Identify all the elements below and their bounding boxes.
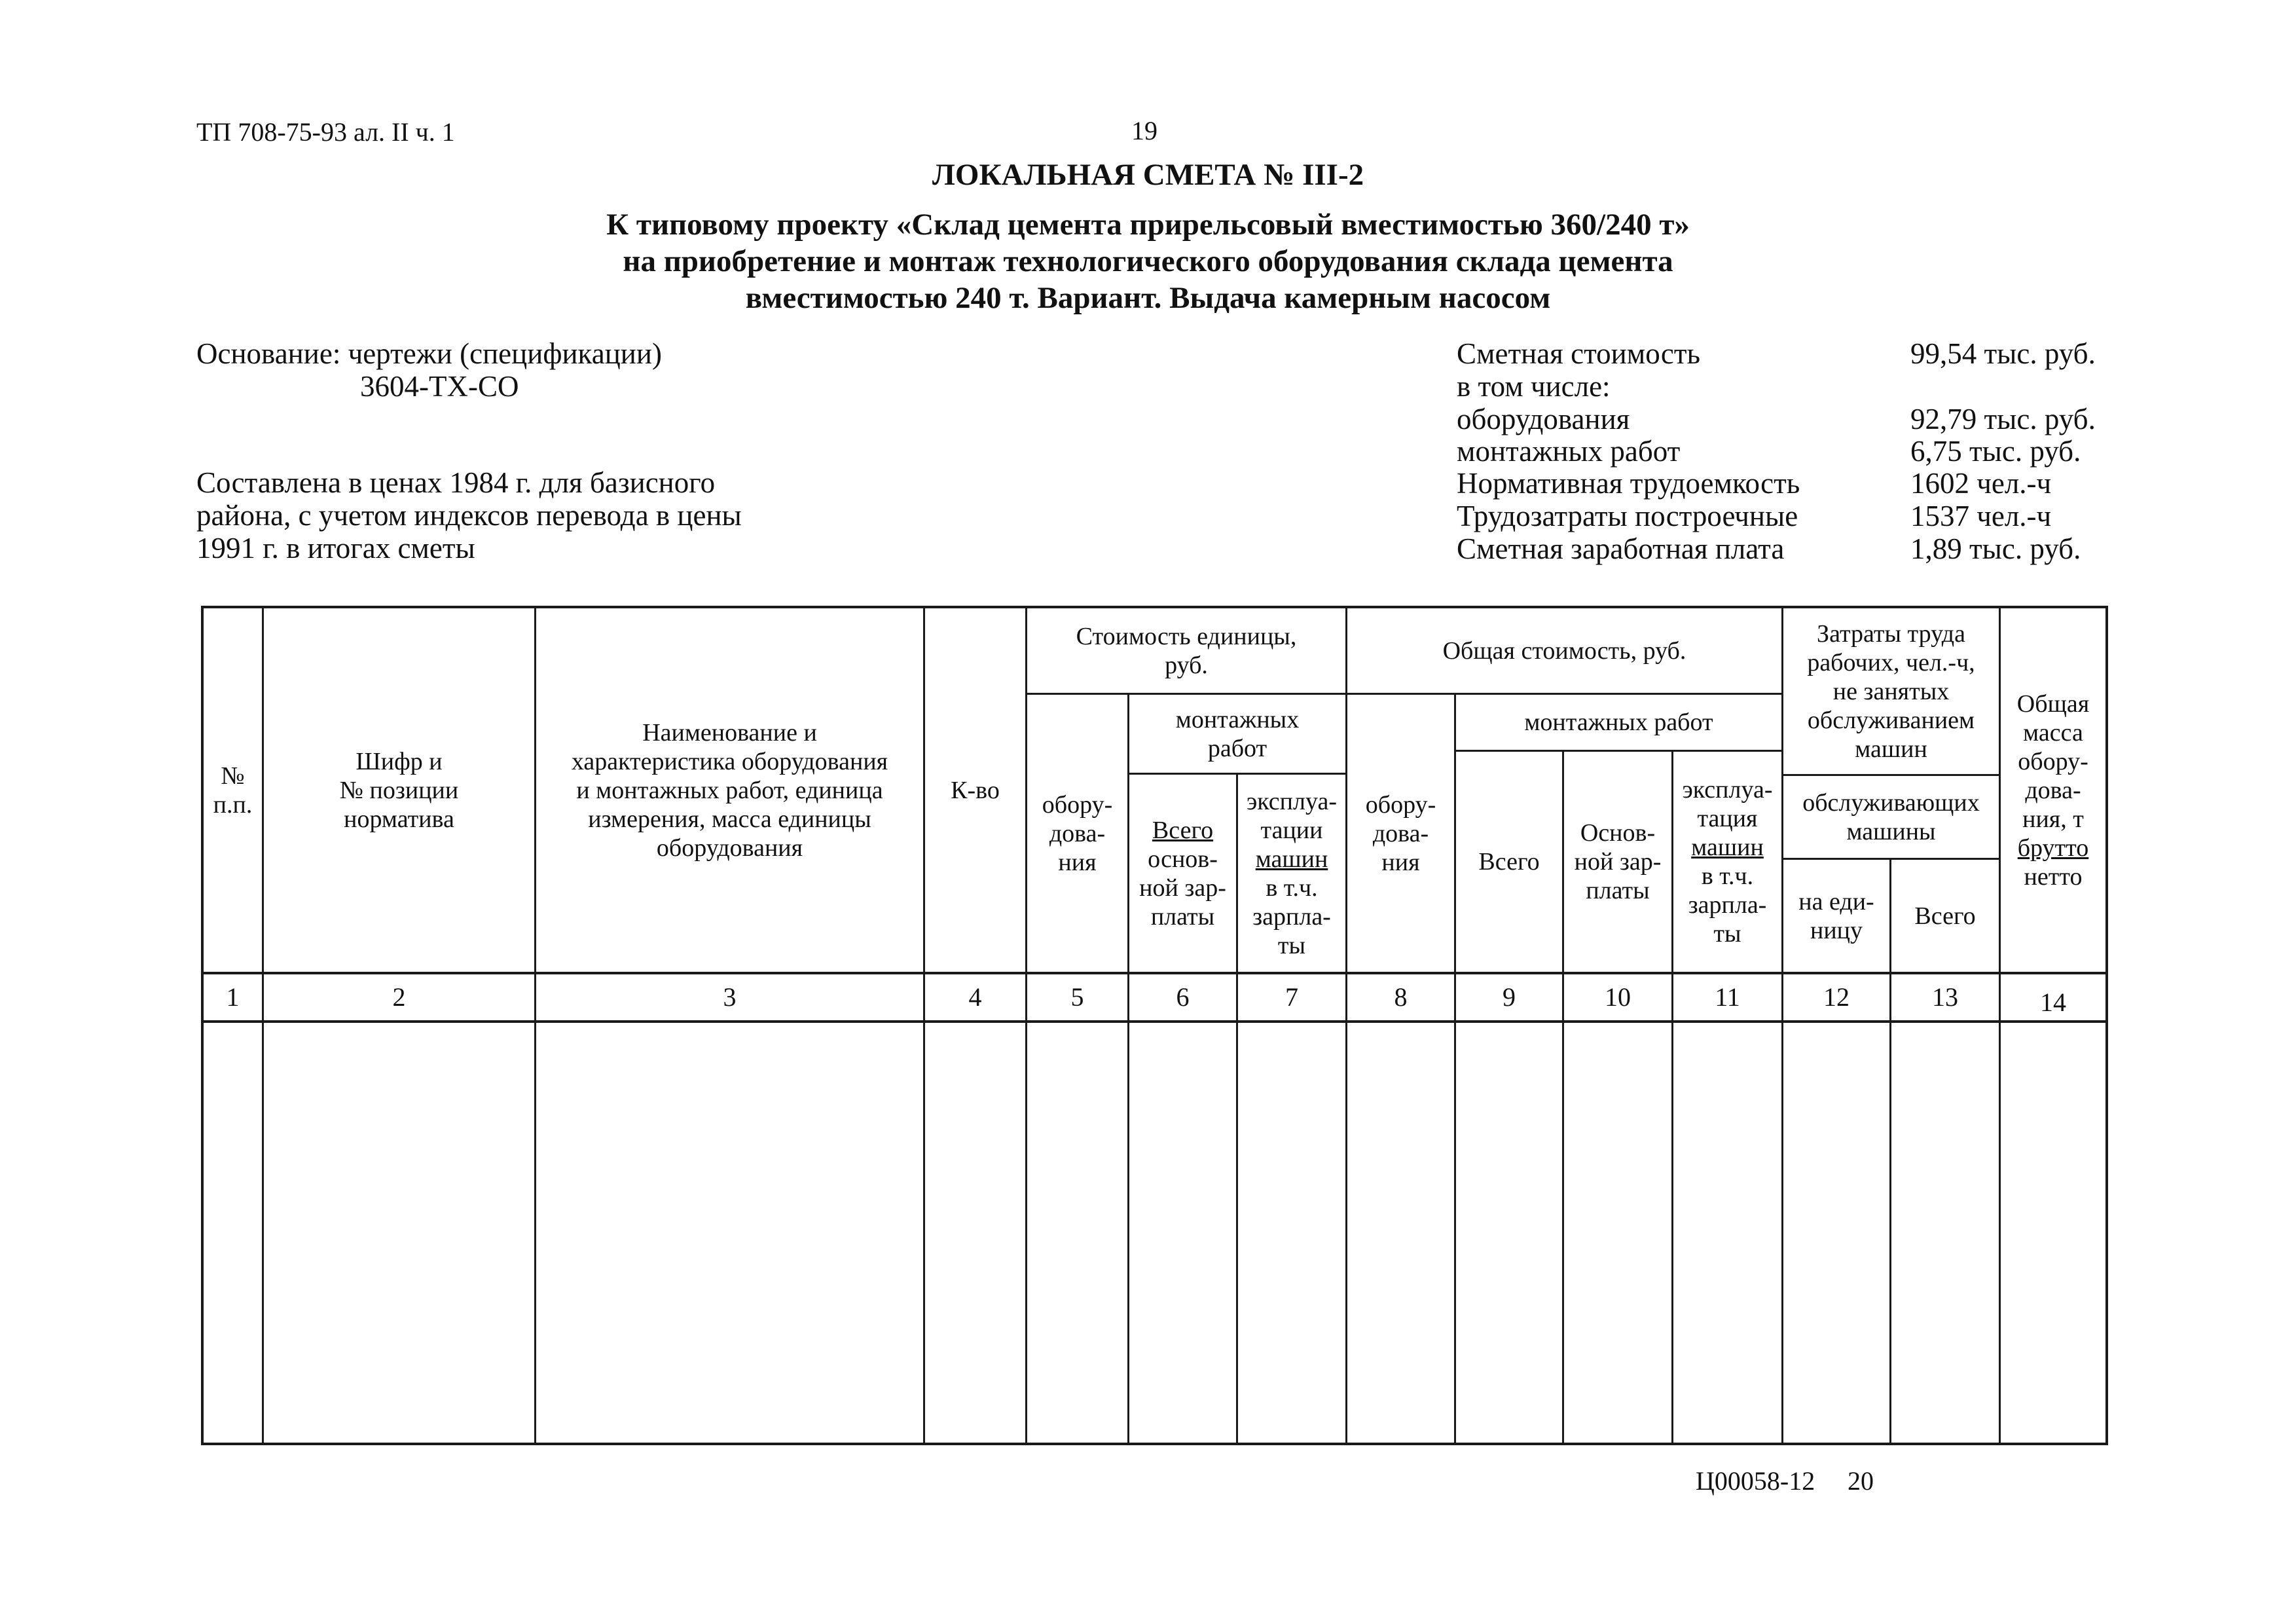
column-number: 11 — [1715, 982, 1740, 1012]
column-number: 10 — [1605, 982, 1631, 1012]
header-quantity: К-во — [951, 776, 1000, 804]
header-total-base-salary: Основ- ной зар- платы — [1574, 819, 1662, 904]
column-number: 4 — [968, 982, 982, 1012]
project-title-line-1: К типовому проекту «Склад цемента прирельсовый вместимостью 360/240 т» — [606, 208, 1690, 242]
column-number: 6 — [1176, 982, 1190, 1012]
project-title-line-2: на приобретение и монтаж технологического оборудования склада цемента — [623, 244, 1673, 278]
header-total-equipment: обору- дова- ния — [1365, 790, 1436, 876]
summary-value: 1602 чел.-ч — [1910, 467, 2052, 500]
summary-label: в том числе: — [1457, 370, 1611, 403]
header-total-cost: Общая стоимость, руб. — [1442, 637, 1686, 665]
summary-label: монтажных работ — [1457, 435, 1681, 468]
footer-code: Ц00058-12 — [1696, 1466, 1815, 1496]
header-total-machine-operation: эксплуа- тация машин в т.ч. зарпла- ты — [1682, 776, 1773, 948]
document-reference: ТП 708-75-93 ал. II ч. 1 — [196, 117, 455, 147]
summary-value: 1,89 тыс. руб. — [1910, 532, 2081, 565]
column-number: 3 — [723, 982, 737, 1012]
summary-value: 92,79 тыс. руб. — [1910, 403, 2096, 435]
table-divider — [201, 1020, 2107, 1023]
header-unit-machine-operation: эксплуа- тации машин в т.ч. зарпла- ты — [1246, 787, 1337, 959]
header-unit-mounting: монтажных работ — [1175, 705, 1300, 762]
header-labor-per-unit: на еди- ницу — [1798, 887, 1874, 944]
summary-label: Нормативная трудоемкость — [1457, 467, 1800, 500]
prices-note-line-1: Составлена в ценах 1984 г. для базисного — [196, 466, 716, 499]
summary-label: оборудования — [1457, 403, 1630, 435]
column-number: 12 — [1823, 982, 1850, 1012]
summary-label: Трудозатраты построечные — [1457, 500, 1798, 532]
summary-value: 6,75 тыс. руб. — [1910, 435, 2081, 468]
summary-value: 1537 чел.-ч — [1910, 500, 2052, 532]
column-number: 1 — [226, 982, 240, 1012]
prices-note-line-3: 1991 г. в итогах сметы — [196, 532, 475, 564]
header-unit-equipment: обору- дова- ния — [1042, 790, 1113, 876]
project-title-line-3: вместимостью 240 т. Вариант. Выдача камерным насосом — [745, 281, 1551, 315]
column-number: 5 — [1070, 982, 1084, 1012]
column-number: 14 — [2040, 987, 2066, 1017]
header-norm-code: Шифр и № позиции норматива — [339, 747, 459, 833]
footer-page: 20 — [1848, 1466, 1874, 1496]
header-unit-mount-total: Всего основ- ной зар- платы — [1139, 816, 1226, 931]
column-number: 7 — [1285, 982, 1298, 1012]
table-border — [201, 1443, 2107, 1445]
header-item-description: Наименование и характеристика оборудования и монтажных работ, единица измерения, масса единицы оборудования — [571, 718, 888, 862]
estimate-title: ЛОКАЛЬНАЯ СМЕТА № III-2 — [932, 158, 1364, 192]
header-total-mounting: монтажных работ — [1524, 709, 1713, 736]
summary-label: Сметная заработная плата — [1457, 532, 1785, 565]
summary-value: 99,54 тыс. руб. — [1910, 337, 2096, 370]
header-equipment-mass: Общая масса обору- дова- ния, т брутто нетто — [2016, 690, 2090, 891]
basis-drawing-code: 3604-ТХ-СО — [360, 370, 519, 403]
column-number: 13 — [1932, 982, 1958, 1012]
prices-note-line-2: района, с учетом индексов перевода в цены — [196, 499, 742, 532]
table-border — [2105, 606, 2108, 1445]
column-number: 9 — [1503, 982, 1516, 1012]
header-labor-total: Всего — [1914, 902, 1976, 930]
header-labor-servicing: обслуживающих машины — [1802, 788, 1980, 845]
header-labor-costs: Затраты труда рабочих, чел.-ч, не занятых обслуживанием машин — [1807, 619, 1975, 763]
basis-line: Основание: чертежи (спецификации) — [196, 337, 662, 370]
column-number: 8 — [1394, 982, 1408, 1012]
header-total-mount-all: Всего — [1478, 848, 1540, 876]
summary-label: Сметная стоимость — [1457, 337, 1701, 370]
header-row-number: № п.п. — [213, 762, 253, 819]
column-number: 2 — [392, 982, 406, 1012]
header-unit-cost: Стоимость единицы, руб. — [1076, 622, 1297, 679]
page-number: 19 — [1131, 116, 1157, 145]
